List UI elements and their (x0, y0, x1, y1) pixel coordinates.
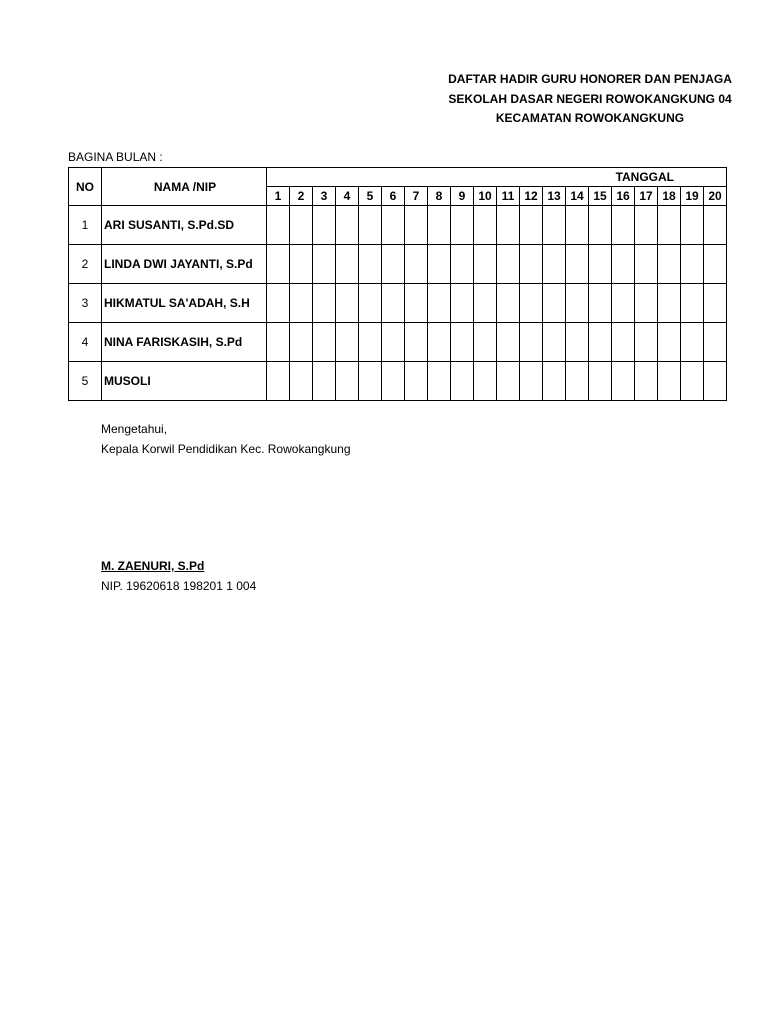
attendance-cell[interactable] (658, 245, 681, 284)
attendance-cell[interactable] (612, 206, 635, 245)
attendance-cell[interactable] (313, 323, 336, 362)
day-header-15: 15 (589, 187, 612, 206)
day-header-17: 17 (635, 187, 658, 206)
attendance-cell[interactable] (635, 245, 658, 284)
attendance-cell[interactable] (405, 245, 428, 284)
signer-name: M. ZAENURI, S.Pd (101, 559, 205, 573)
attendance-cell[interactable] (474, 323, 497, 362)
attendance-cell[interactable] (267, 284, 290, 323)
table-row (69, 323, 727, 362)
row-number: 4 (69, 323, 102, 362)
attendance-cell[interactable] (359, 362, 382, 401)
attendance-cell[interactable] (336, 362, 359, 401)
attendance-cell[interactable] (612, 245, 635, 284)
attendance-cell[interactable] (612, 323, 635, 362)
signature-block (101, 556, 256, 596)
attendance-cell[interactable] (520, 284, 543, 323)
attendance-table-container (68, 167, 768, 402)
day-header-19: 19 (681, 187, 704, 206)
attendance-cell[interactable] (658, 323, 681, 362)
attendance-cell[interactable] (635, 284, 658, 323)
row-number: 3 (69, 284, 102, 323)
attendance-cell[interactable] (520, 245, 543, 284)
day-header-2: 2 (290, 187, 313, 206)
attendance-cell[interactable] (382, 284, 405, 323)
attendance-cell[interactable] (635, 362, 658, 401)
day-header-4: 4 (336, 187, 359, 206)
attendance-cell[interactable] (704, 362, 727, 401)
attendance-cell[interactable] (428, 206, 451, 245)
attendance-cell[interactable] (635, 323, 658, 362)
month-label: BAGINA BULAN : (68, 150, 163, 164)
attendance-cell[interactable] (290, 245, 313, 284)
table-header-row (69, 168, 727, 187)
attendance-cell[interactable] (451, 206, 474, 245)
row-number: 5 (69, 362, 102, 401)
attendance-cell[interactable] (313, 206, 336, 245)
attendance-cell[interactable] (704, 245, 727, 284)
day-header-6: 6 (382, 187, 405, 206)
day-header-9: 9 (451, 187, 474, 206)
attendance-cell[interactable] (520, 362, 543, 401)
day-header-11: 11 (497, 187, 520, 206)
attendance-cell[interactable] (520, 206, 543, 245)
attendance-cell[interactable] (336, 206, 359, 245)
row-name: LINDA DWI JAYANTI, S.Pd (102, 245, 267, 284)
attendance-cell[interactable] (382, 206, 405, 245)
row-number: 1 (69, 206, 102, 245)
attendance-cell[interactable] (497, 245, 520, 284)
attendance-cell[interactable] (566, 245, 589, 284)
attendance-cell[interactable] (612, 284, 635, 323)
attendance-cell[interactable] (658, 362, 681, 401)
attendance-cell[interactable] (359, 206, 382, 245)
column-header-tanggal: TANGGAL (267, 168, 727, 187)
day-header-5: 5 (359, 187, 382, 206)
acknowledgement-line-1: Mengetahui, (101, 422, 168, 436)
attendance-cell[interactable] (313, 362, 336, 401)
attendance-cell[interactable] (543, 206, 566, 245)
attendance-cell[interactable] (543, 323, 566, 362)
attendance-cell[interactable] (612, 362, 635, 401)
attendance-cell[interactable] (382, 245, 405, 284)
attendance-cell[interactable] (589, 245, 612, 284)
attendance-cell[interactable] (543, 362, 566, 401)
attendance-cell[interactable] (451, 362, 474, 401)
document-title: DAFTAR HADIR GURU HONORER DAN PENJAGA (448, 72, 732, 86)
attendance-cell[interactable] (635, 206, 658, 245)
day-header-1: 1 (267, 187, 290, 206)
attendance-cell[interactable] (566, 206, 589, 245)
attendance-cell[interactable] (681, 245, 704, 284)
day-header-14: 14 (566, 187, 589, 206)
attendance-cell[interactable] (359, 284, 382, 323)
day-header-18: 18 (658, 187, 681, 206)
attendance-cell[interactable] (405, 284, 428, 323)
row-number: 2 (69, 245, 102, 284)
table-row (69, 206, 727, 245)
attendance-cell[interactable] (336, 245, 359, 284)
attendance-cell[interactable] (382, 323, 405, 362)
attendance-cell[interactable] (428, 245, 451, 284)
attendance-cell[interactable] (313, 245, 336, 284)
acknowledgement-line-2: Kepala Korwil Pendidikan Kec. Rowokangkung (101, 442, 351, 456)
row-name: MUSOLI (102, 362, 267, 401)
attendance-cell[interactable] (681, 206, 704, 245)
row-name: HIKMATUL SA'ADAH, S.H (102, 284, 267, 323)
attendance-cell[interactable] (267, 362, 290, 401)
attendance-cell[interactable] (704, 206, 727, 245)
attendance-cell[interactable] (428, 362, 451, 401)
school-name: SEKOLAH DASAR NEGERI ROWOKANGKUNG 04 (448, 92, 732, 106)
table-row (69, 362, 727, 401)
attendance-cell[interactable] (336, 284, 359, 323)
attendance-table (68, 167, 727, 401)
row-name: NINA FARISKASIH, S.Pd (102, 323, 267, 362)
attendance-cell[interactable] (589, 362, 612, 401)
acknowledgement-block (101, 419, 351, 459)
attendance-cell[interactable] (543, 284, 566, 323)
attendance-cell[interactable] (497, 362, 520, 401)
attendance-cell[interactable] (543, 245, 566, 284)
attendance-cell[interactable] (520, 323, 543, 362)
attendance-cell[interactable] (589, 323, 612, 362)
attendance-cell[interactable] (681, 284, 704, 323)
table-row (69, 245, 727, 284)
attendance-cell[interactable] (474, 206, 497, 245)
day-header-16: 16 (612, 187, 635, 206)
attendance-cell[interactable] (681, 323, 704, 362)
signer-nip: NIP. 19620618 198201 1 004 (101, 579, 257, 593)
attendance-cell[interactable] (267, 323, 290, 362)
attendance-cell[interactable] (566, 284, 589, 323)
attendance-cell[interactable] (451, 245, 474, 284)
day-header-7: 7 (405, 187, 428, 206)
attendance-cell[interactable] (589, 284, 612, 323)
day-header-3: 3 (313, 187, 336, 206)
attendance-cell[interactable] (313, 284, 336, 323)
day-header-8: 8 (428, 187, 451, 206)
column-header-no: NO (69, 168, 102, 206)
attendance-cell[interactable] (359, 245, 382, 284)
day-header-20: 20 (704, 187, 727, 206)
attendance-cell[interactable] (589, 206, 612, 245)
attendance-cell[interactable] (359, 323, 382, 362)
attendance-cell[interactable] (336, 323, 359, 362)
day-header-13: 13 (543, 187, 566, 206)
attendance-cell[interactable] (451, 323, 474, 362)
attendance-cell[interactable] (451, 284, 474, 323)
attendance-cell[interactable] (405, 323, 428, 362)
attendance-cell[interactable] (658, 206, 681, 245)
attendance-cell[interactable] (681, 362, 704, 401)
attendance-cell[interactable] (704, 284, 727, 323)
attendance-cell[interactable] (267, 245, 290, 284)
attendance-cell[interactable] (566, 323, 589, 362)
attendance-cell[interactable] (704, 323, 727, 362)
attendance-cell[interactable] (290, 323, 313, 362)
attendance-cell[interactable] (566, 362, 589, 401)
column-header-name: NAMA /NIP (102, 168, 267, 206)
day-header-10: 10 (474, 187, 497, 206)
row-name: ARI SUSANTI, S.Pd.SD (102, 206, 267, 245)
attendance-cell[interactable] (405, 362, 428, 401)
attendance-cell[interactable] (428, 323, 451, 362)
attendance-cell[interactable] (474, 362, 497, 401)
attendance-cell[interactable] (497, 206, 520, 245)
attendance-cell[interactable] (290, 206, 313, 245)
day-header-12: 12 (520, 187, 543, 206)
attendance-cell[interactable] (290, 284, 313, 323)
attendance-cell[interactable] (267, 206, 290, 245)
attendance-cell[interactable] (405, 206, 428, 245)
attendance-cell[interactable] (382, 362, 405, 401)
attendance-cell[interactable] (428, 284, 451, 323)
attendance-cell[interactable] (474, 284, 497, 323)
district-name: KECAMATAN ROWOKANGKUNG (495, 111, 685, 125)
attendance-cell[interactable] (474, 245, 497, 284)
attendance-cell[interactable] (290, 362, 313, 401)
attendance-cell[interactable] (497, 323, 520, 362)
attendance-cell[interactable] (497, 284, 520, 323)
table-row (69, 284, 727, 323)
attendance-cell[interactable] (658, 284, 681, 323)
